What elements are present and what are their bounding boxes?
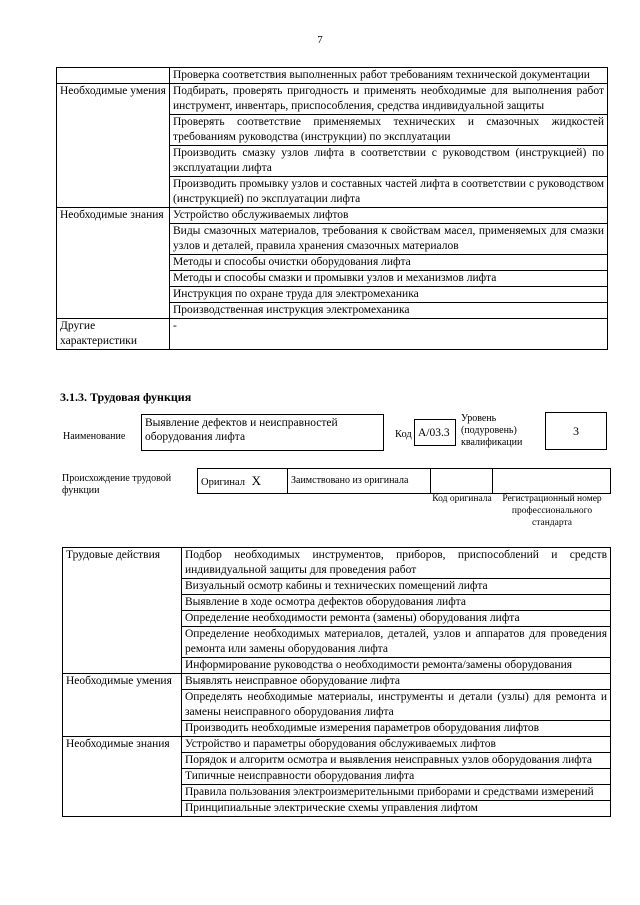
- level-label: Уровень (подуровень) квалификации: [461, 413, 523, 448]
- table-cell: Методы и способы смазки и промывки узлов и механизмов лифта: [170, 271, 608, 287]
- table-cell: Инструкция по охране труда для электромеханика: [170, 287, 608, 303]
- table-cell: -: [170, 319, 608, 350]
- table-cell: Выявление в ходе осмотра дефектов оборудования лифта: [182, 595, 611, 611]
- table-cell: Подбирать, проверять пригодность и применять необходимые для выполнения работ инструмент, инвентарь, приспособления, средства индивидуальной защиты: [170, 84, 608, 115]
- original-mark: Х: [251, 473, 262, 488]
- borrowed-box: Заимствовано из оригинала: [287, 468, 431, 494]
- table-row: [57, 68, 608, 84]
- reg-number-caption: Регистрационный номер профессионального стандарта: [502, 494, 602, 528]
- code-original-box: [430, 468, 493, 494]
- table-cell: Производить необходимые измерения параметров оборудования лифтов: [182, 721, 611, 737]
- table-cell: Виды смазочных материалов, требования к свойствам масел, применяемых для смазки узлов и деталей, правила хранения смазочных материалов: [170, 224, 608, 255]
- origin-label: Происхождение трудовой функции: [62, 473, 172, 496]
- table-cell: Проверка соответствия выполненных работ требованиям технической документации: [170, 68, 608, 84]
- row-label: Необходимые умения: [63, 674, 182, 737]
- table-cell: Правила пользования электроизмерительными приборами и средствами измерений: [182, 785, 611, 801]
- row-label: Другие характеристики: [57, 319, 170, 350]
- table-row: [63, 674, 611, 690]
- table-cell: Методы и способы очистки оборудования лифта: [170, 255, 608, 271]
- table-cell: Типичные неисправности оборудования лифта: [182, 769, 611, 785]
- table-cell: Производственная инструкция электромеханика: [170, 303, 608, 319]
- table-cell: Информирование руководства о необходимости ремонта/замены оборудования: [182, 658, 611, 674]
- level-box: 3: [545, 412, 607, 450]
- table-row: [63, 548, 611, 579]
- original-label: Оригинал: [201, 477, 245, 488]
- name-label: Наименование: [63, 431, 126, 442]
- table-cell: Определять необходимые материалы, инструменты и детали (узлы) для ремонта и замены неисправного оборудования лифта: [182, 690, 611, 721]
- function-name-box: Выявление дефектов и неисправностей оборудования лифта: [141, 414, 384, 451]
- code-box: А/03.3: [414, 419, 456, 446]
- table-cell: Производить промывку узлов и составных частей лифта в соответствии с руководством (инструкцией) по эксплуатации лифта: [170, 177, 608, 208]
- table-cell: Выявлять неисправное оборудование лифта: [182, 674, 611, 690]
- table-cell: Принципиальные электрические схемы управления лифтом: [182, 801, 611, 817]
- labour-function-table: [62, 547, 611, 817]
- table-row: [63, 737, 611, 753]
- table-row: [57, 208, 608, 224]
- row-label: Необходимые умения: [57, 84, 170, 208]
- table-cell: Производить смазку узлов лифта в соответствии с руководством (инструкцией) по эксплуатации лифта: [170, 146, 608, 177]
- page-number: 7: [317, 34, 323, 46]
- section-title: 3.1.3. Трудовая функция: [60, 390, 192, 404]
- table-cell: Определение необходимых материалов, деталей, узлов и аппаратов для проведения ремонта или замены оборудования лифта: [182, 627, 611, 658]
- table-cell: Устройство и параметры оборудования обслуживаемых лифтов: [182, 737, 611, 753]
- table-row: [57, 319, 608, 350]
- table-cell: Устройство обслуживаемых лифтов: [170, 208, 608, 224]
- previous-function-table: [56, 67, 608, 350]
- row-label: Трудовые действия: [63, 548, 182, 674]
- row-label: Необходимые знания: [63, 737, 182, 817]
- table-cell: Визуальный осмотр кабины и технических помещений лифта: [182, 579, 611, 595]
- row-label: Необходимые знания: [57, 208, 170, 319]
- reg-number-box: [492, 468, 611, 494]
- table-cell: Подбор необходимых инструментов, приборов, приспособлений и средств индивидуальной защиты для проведения работ: [182, 548, 611, 579]
- code-original-caption: Код оригинала: [432, 494, 492, 504]
- table-cell: Проверять соответствие применяемых технических и смазочных жидкостей требованиям руководства (инструкции) по эксплуатации: [170, 115, 608, 146]
- table-cell: Определение необходимости ремонта (замены) оборудования лифта: [182, 611, 611, 627]
- row-label: [57, 68, 170, 84]
- original-box: [197, 468, 288, 494]
- table-cell: Порядок и алгоритм осмотра и выявления неисправных узлов оборудования лифта: [182, 753, 611, 769]
- table-row: [57, 84, 608, 115]
- code-label: Код: [395, 429, 412, 440]
